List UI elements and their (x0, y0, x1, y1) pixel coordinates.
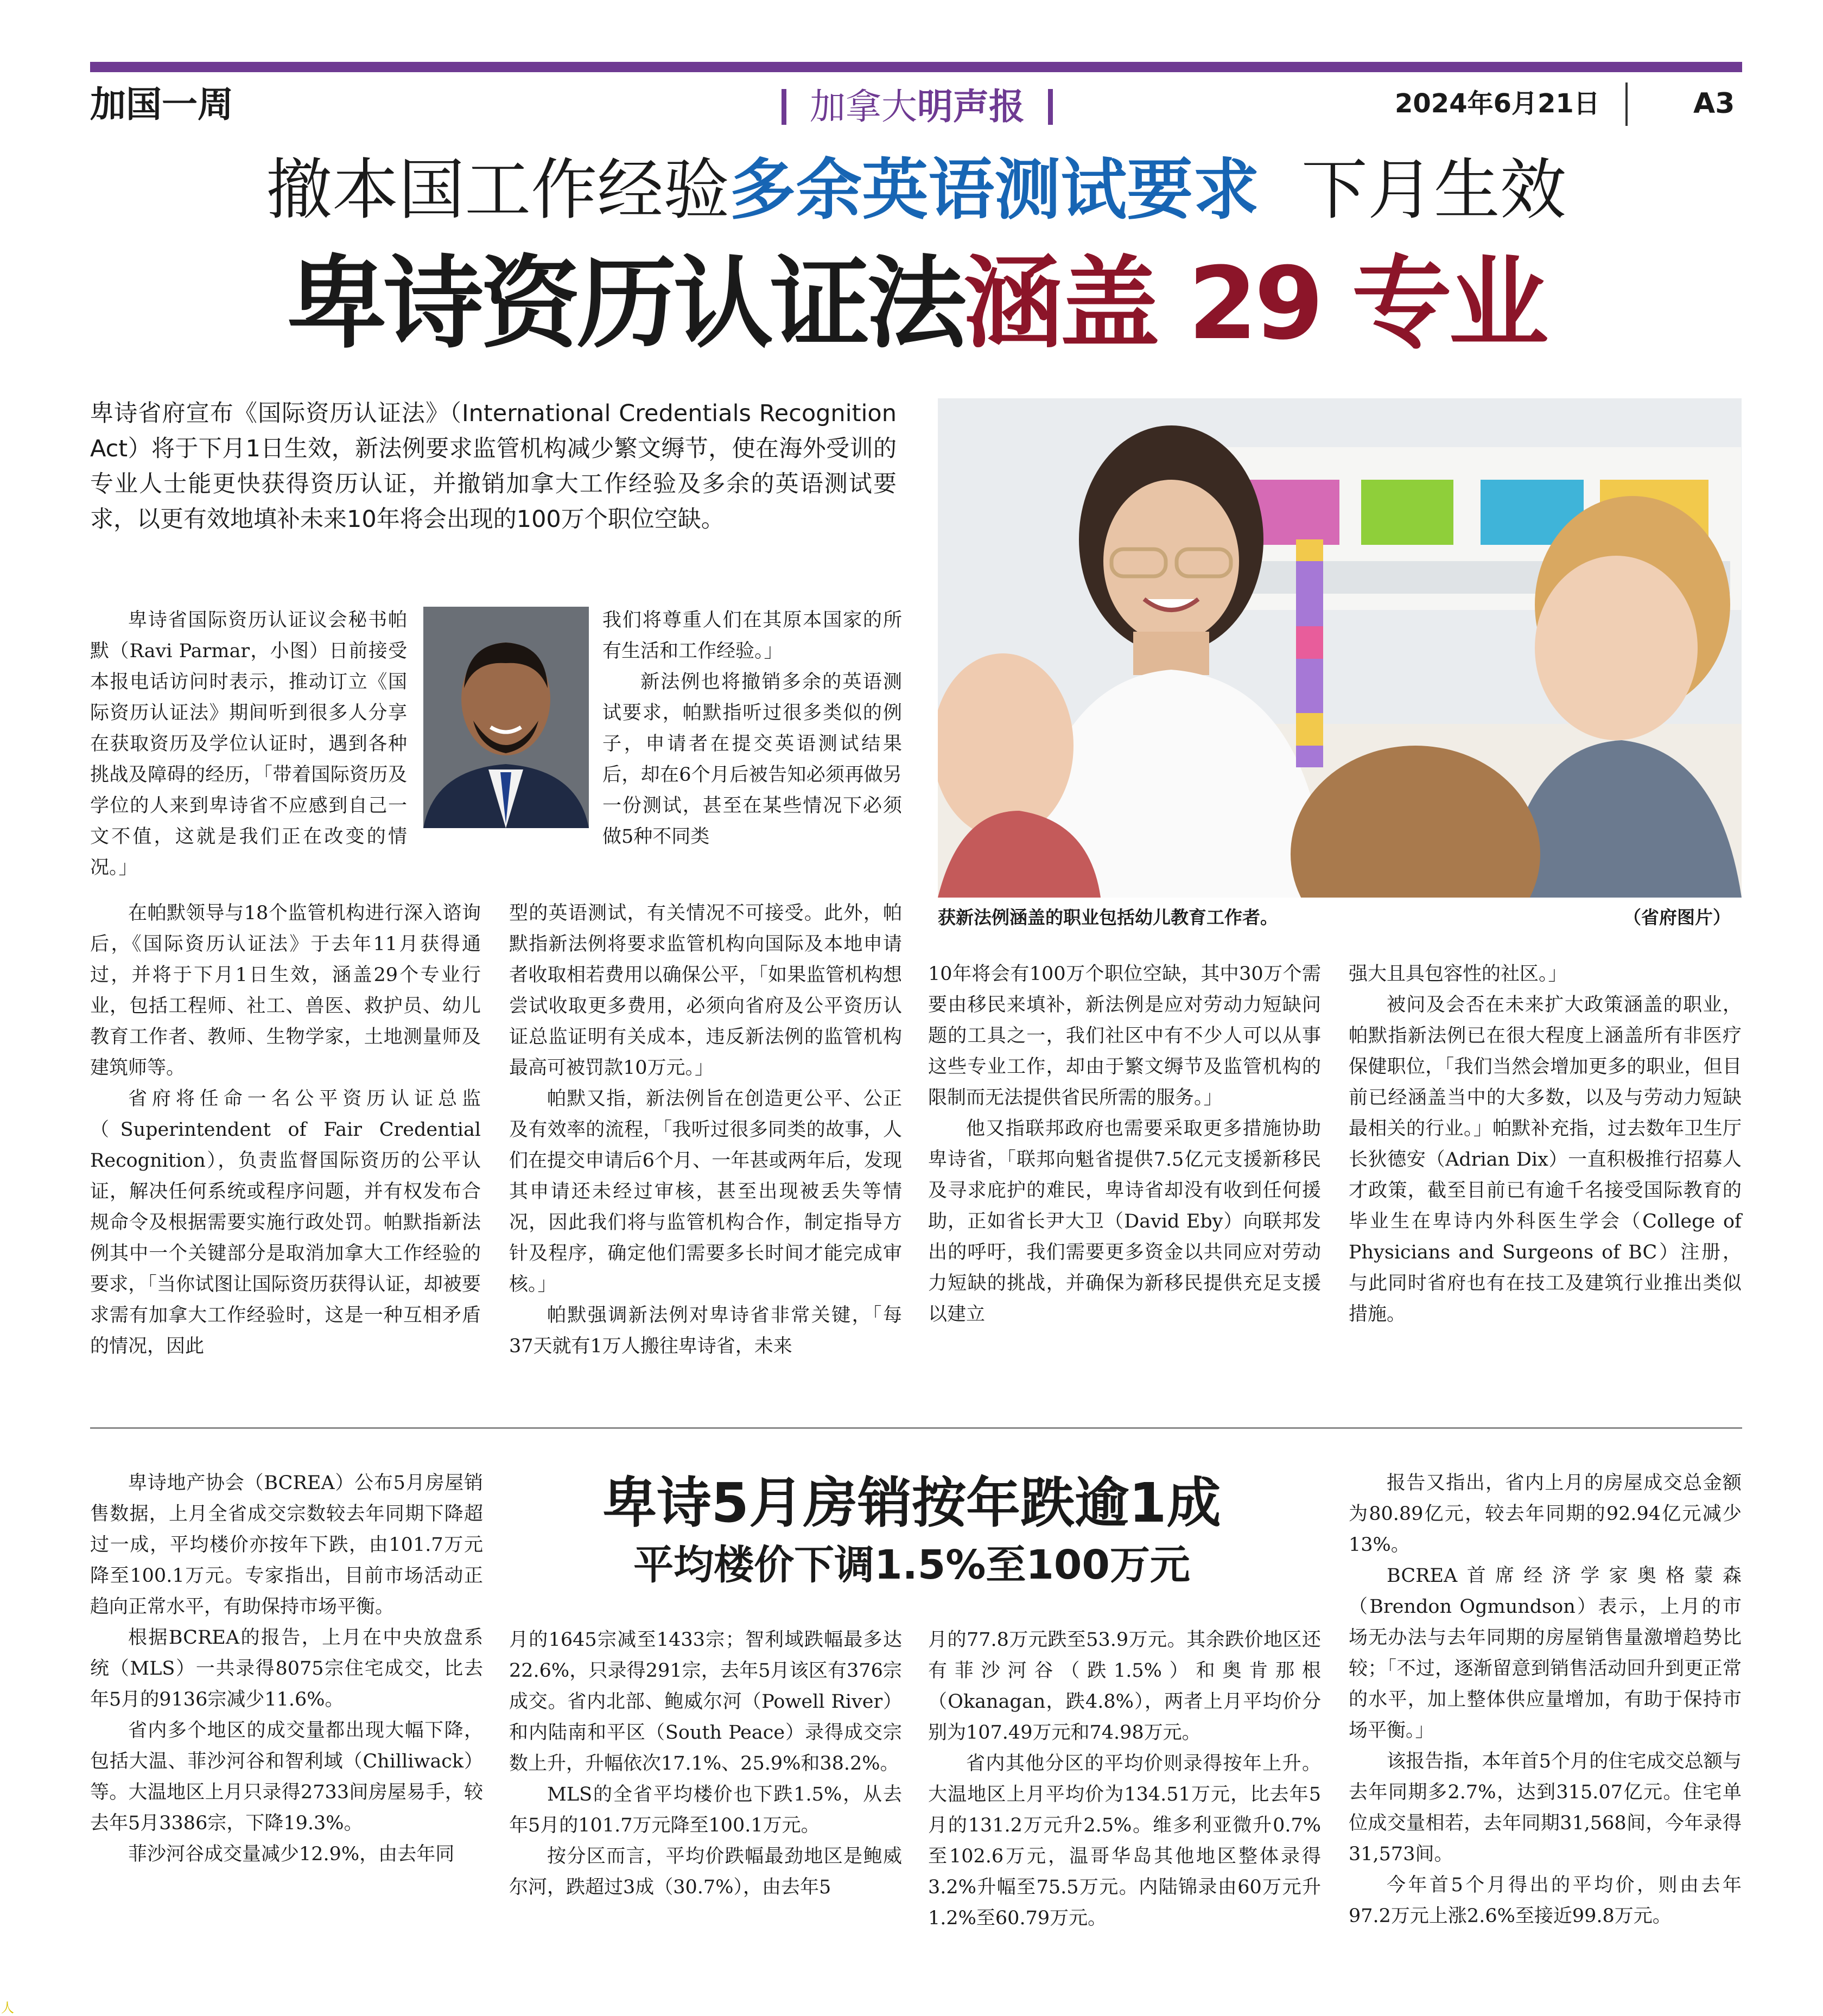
story1-column-4 (1349, 959, 1742, 1330)
story2-paragraph: 月的77.8万元跌至53.9万元。其余跌价地区还有菲沙河谷（跌1.5%）和奥肯那根（Okanagan，跌4.8%），两者上月平均价分别为107.49万元和74.98万元。 (928, 1629, 1321, 1744)
story1-kicker (90, 147, 1742, 233)
story2-headline: 卑诗5月房销按年跌逾1成 (602, 1471, 1221, 1535)
story2-paragraph: 月的1645宗减至1433宗；智利域跌幅最多达22.6%，只录得291宗，去年5月该区有376宗成交。省内北部、鲍威尔河（Powell River）和内陆南和平区（South Peace）录得成交宗数上升，升幅依次17.1%、25.9%和38.2%。 (509, 1629, 902, 1775)
issue-date: 2024年6月21日 (1395, 88, 1600, 119)
classroom-photo (938, 398, 1742, 898)
story2-paragraph: 卑诗地产协会（BCREA）公布5月房屋销售数据，上月全省成交宗数较去年同期下降超过一成，平均楼价亦按年下跌，由101.7万元降至100.1万元。专家指出，目前市场活动正趋向正常水平，有助保持市场平衡。 (90, 1472, 483, 1618)
story1-lead: 卑诗省府宣布《国际资历认证法》（International Credentials Recognition Act）将于下月1日生效，新法例要求监管机构减少繁文缛节，使在海外受训的专业人士能更快获得资历认证，并撤销加拿大工作经验及多余的英语测试要求，以更有效地填补未来10年将会出现的100万个职位空缺。 (90, 400, 897, 533)
photo-caption (938, 904, 1742, 931)
story1-paragraph: 省府将任命一名公平资历认证总监（Superintendent of Fair Credential Recognition），负责监督国际资历的公平认证，解决任何系统或程序问题，并有权发布合规命令及根据需要实施行政处罚。帕默指新法例其中一个关键部分是取消加拿大工作经验的要求，「当你试图让国际资历获得认证，却被要求需有加拿大工作经验时，这是一种互相矛盾的情况，因此 (90, 1088, 481, 1357)
story1-headline (90, 239, 1742, 369)
publication-masthead (744, 80, 1091, 131)
portrait-photo (423, 607, 589, 828)
story1-column-3 (928, 959, 1321, 1330)
story1-paragraph: 帕默又指，新法例旨在创造更公平、公正及有效率的流程，「我听过很多同类的故事，人们在提交申请后6个月、一年甚或两年后，发现其申请还未经过审核，甚至出现被丢失等情况，因此我们将与监管机构合作，制定指导方针及程序，确定他们需要多长时间才能完成审核。」 (509, 1088, 902, 1295)
classroom-photo-illustration (938, 398, 1742, 898)
story1-paragraph: 我们将尊重人们在其原本国家的所有生活和工作经验。」 (602, 609, 902, 662)
header-divider (1625, 82, 1628, 126)
headline-highlight: 涵盖 29 专业 (963, 246, 1546, 362)
story1-column-1b (90, 898, 481, 1362)
story2-subhead: 平均楼价下调1.5%至100万元 (633, 1542, 1190, 1588)
story1-paragraph: 被问及会否在未来扩大政策涵盖的职业，帕默指新法例已在很大程度上涵盖所有非医疗保健职位，「我们当然会增加更多的职业，但目前已经涵盖当中的大多数，以及与劳动力短缺最相关的行业。」帕默补充指，过去数年卫生厅长狄德安（Adrian Dix）一直积极推行招募人才政策，截至目前已有逾千名接受国际教育的毕业生在卑诗内外科医生学会（College of Physicians and Surgeons of BC）注册，与此同时省府也有在技工及建筑行业推出类似措施。 (1349, 994, 1742, 1325)
story1-column-1a (90, 605, 407, 883)
publication-prefix: 加拿大 (810, 85, 917, 128)
story2-column-1 (90, 1468, 483, 1870)
story2-paragraph: 省内多个地区的成交量都出现大幅下降，包括大温、菲沙河谷和智利域（Chilliwack）等。大温地区上月只录得2733间房屋易手，较去年5月3386宗，下降19.3%。 (90, 1720, 483, 1834)
kicker-text: 撤本国工作经验 (266, 151, 730, 228)
story-divider (90, 1427, 1742, 1429)
story2-paragraph: 按分区而言，平均价跌幅最劲地区是鲍威尔河，跌超过3成（30.7%），由去年5 (509, 1846, 902, 1898)
section-name: 加国一周 (90, 84, 233, 125)
story1-column-2a (602, 605, 902, 853)
story2-paragraph: BCREA首席经济学家奥格蒙森（Brendon Ogmundson）表示，上月的市场无办法与去年同期的房屋销售量激增趋势比较；「不过，逐渐留意到销售活动回升到更正常的水平，加上整体供应量增加，有助于保持市场平衡。」 (1349, 1565, 1742, 1741)
publication-name: 明声报 (917, 85, 1025, 128)
story2-paragraph: 省内其他分区的平均价则录得按年上升。大温地区上月平均价为134.51万元，比去年5月的131.2万元升2.5%。维多利亚微升0.7%至102.6万元，温哥华岛其他地区整体录得3.2%升幅至75.5万元。内陆锦录由60万元升1.2%至60.79万元。 (928, 1753, 1321, 1929)
story2-paragraph: 报告又指出，省内上月的房屋成交总金额为80.89亿元，较去年同期的92.94亿元减少13%。 (1349, 1472, 1742, 1556)
story2-paragraph: 今年首5个月得出的平均价，则由去年97.2万元上涨2.6%至接近99.8万元。 (1349, 1874, 1742, 1927)
story2-paragraph: 菲沙河谷成交量减少12.9%，由去年同 (128, 1843, 455, 1865)
kicker-tail: 下月生效 (1301, 151, 1566, 228)
story1-paragraph: 在帕默领导与18个监管机构进行深入谘询后，《国际资历认证法》于去年11月获得通过，并将于下月1日生效，涵盖29个专业行业，包括工程师、社工、兽医、救护员、幼儿教育工作者、教师、生物学家，土地测量师及建筑师等。 (90, 902, 481, 1079)
story1-column-2b (509, 898, 902, 1362)
story1-paragraph: 卑诗省国际资历认证议会秘书帕默（Ravi Parmar，小图）日前接受本报电话访问时表示，推动订立《国际资历认证法》期间听到很多人分享在获取资历及学位认证时，遇到各种挑战及障碍的经历，「带着国际资历及学位的人来到卑诗省不应感到自己一文不值，这就是我们正在改变的情况。」 (90, 609, 407, 879)
headline-text: 卑诗资历认证法 (287, 246, 963, 362)
portrait-illustration (423, 607, 589, 828)
story2-column-2 (509, 1625, 902, 1903)
story2-column-3 (928, 1625, 1321, 1934)
story2-column-4 (1349, 1468, 1742, 1932)
story2-paragraph: 该报告指，本年首5个月的住宅成交总额与去年同期多2.7%，达到315.07亿元。住宅单位成交量相若，去年同期31,568间，今年录得31,573间。 (1349, 1751, 1742, 1865)
story2-paragraph: MLS的全省平均楼价也下跌1.5%，从去年5月的101.7万元降至100.1万元。 (509, 1784, 902, 1836)
masthead-bar-left (782, 89, 786, 125)
masthead-bar-right (1048, 89, 1053, 125)
caption-text: 获新法例涵盖的职业包括幼儿教育工作者。 (938, 907, 1278, 928)
story1-paragraph: 新法例也将撤销多余的英语测试要求，帕默指听过很多类似的例子，申请者在提交英语测试结果后，却在6个月后被告知必须再做另一份测试，甚至在某些情况下必须做5种不同类 (602, 671, 902, 848)
kicker-highlight: 多余英语测试要求 (729, 151, 1260, 228)
story2-paragraph: 根据BCREA的报告，上月在中央放盘系统（MLS）一共录得8075宗住宅成交，比去年5月的9136宗减少11.6%。 (90, 1627, 483, 1710)
story1-paragraph: 10年将会有100万个职位空缺，其中30万个需要由移民来填补，新法例是应对劳动力短缺问题的工具之一，我们社区中有不少人可以从事这些专业工作，却由于繁文缛节及监管机构的限制而无法提供省民所需的服务。」 (928, 963, 1321, 1109)
story1-paragraph: 强大且具包容性的社区。」 (1349, 963, 1567, 985)
page-number: A3 (1693, 87, 1735, 120)
story1-paragraph: 帕默强调新法例对卑诗省非常关键，「每37天就有1万人搬往卑诗省，未来 (509, 1305, 902, 1357)
photo-credit: （省府图片） (1623, 907, 1731, 928)
top-rule (90, 62, 1742, 72)
story1-paragraph: 型的英语测试，有关情况不可接受。此外，帕默指新法例将要求监管机构向国际及本地申请者收取相若费用以确保公平，「如果监管机构想尝试收取更多费用，必须向省府及公平资历认证总监证明有关成本，违反新法例的监管机构最高可被罚款10万元。」 (509, 902, 902, 1079)
story1-paragraph: 他又指联邦政府也需要采取更多措施协助卑诗省，「联邦向魁省提供7.5亿元支援新移民及寻求庇护的难民，卑诗省却没有收到任何援助，正如省长尹大卫（David Eby）向联邦发出的呼吁，我们需要更多资金以共同应对劳动力短缺的挑战，并确保为新移民提供充足支援以建立 (928, 1118, 1321, 1325)
corner-mark: 人 (1, 2000, 14, 2015)
